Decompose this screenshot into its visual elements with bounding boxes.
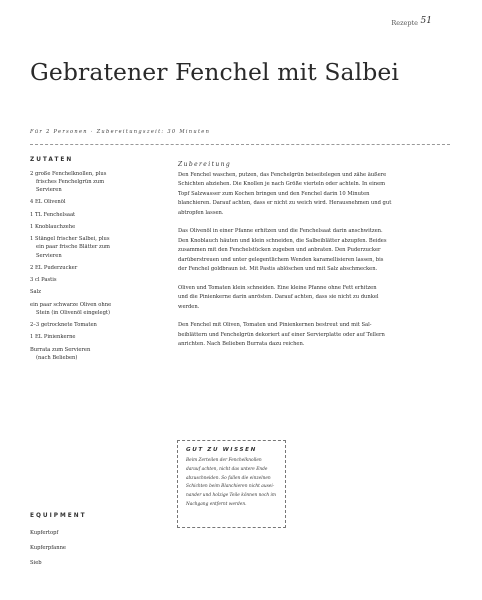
ingredient-item [30,333,142,341]
tip-line: nander und holzige Teile können noch im [186,493,276,499]
tip-line: Schichten beim Blanchieren nicht ausei- [186,484,275,490]
ingredient-line: 3 cl Pastis [30,277,57,284]
ingredient-line: 2–3 getrocknete Tomaten [30,322,97,328]
equipment-item: Kupfertopf [30,530,59,536]
ingredient-item [30,223,142,231]
section-label: Rezepte [391,19,418,27]
preparation-line: Topf Salzwasser zum Kochen bringen und den Fenchel darin 10 Minuten [178,190,370,197]
preparation-line: Oliven und Tomaten klein schneiden. Eine kleine Pfanne ohne Fett erhitzen [178,284,377,291]
ingredient-line: Servieren [36,252,62,259]
tip-line: abzuschneiden. So fallen die einzelnen [186,475,271,481]
preparation-line: anrichten. Nach Belieben Burrata dazu reichen. [178,341,305,348]
ingredient-item [30,170,142,194]
preparation-paragraph [178,284,438,312]
ingredient-line: ein paar frische Blätter zum [36,244,110,251]
ingredient-line: ein paar schwarze Oliven ohne [30,301,112,308]
preparation-paragraph [178,171,438,218]
preparation-line: beiblättern und Fenchelgrün dekoriert auf einer Servierplatte oder auf Tellern [178,331,385,338]
ingredient-line: 1 Knoblauchzehe [30,224,76,231]
ingredient-item [30,346,142,362]
tip-line: Nachgang entfernt werden. [186,501,247,507]
tip-box [177,440,286,528]
ingredient-item [30,211,142,219]
preparation-line: und die Pinienkerne darin anrösten. Darauf achten, dass sie nicht zu dunkel [178,294,379,301]
ingredients-list [30,170,142,366]
ingredient-item [30,198,142,206]
equipment-item: Sieb [30,560,42,566]
preparation-line: blanchieren. Darauf achten, dass er nicht zu weich wird. Herausnehmen und gut [178,200,392,207]
preparation-line: zusammen mit den Fenchelstücken zugeben und anbraten. Den Puderzucker [178,247,381,254]
ingredient-line: 2 EL Puderzucker [30,264,78,271]
ingredient-line: 2 große Fenchelknollen, plus [30,171,107,177]
preparation-line: Schichten abziehen. Die Knollen je nach Größe vierteln oder achteln. In einem [178,181,386,188]
tip-line: Beim Zerteilen der Fenchelknollen [186,458,262,463]
tip-text [186,457,282,510]
dashed-divider [30,144,450,145]
ingredient-item [30,235,142,259]
preparation-line: Den Fenchel mit Oliven, Tomaten und Pinienkernen bestreut und mit Sal- [178,322,372,329]
ingredient-line: 4 EL Olivenöl [30,199,66,206]
preparation-paragraph [178,321,438,349]
ingredients-heading: ZUTATEN [30,157,74,163]
ingredient-line: Servieren [36,187,62,194]
ingredient-line: frisches Fenchelgrün zum [36,179,105,186]
preparation-heading: Zubereitung [178,161,232,168]
equipment-heading: EQUIPMENT [30,513,87,519]
equipment-list [30,529,66,574]
preparation-line: Den Knoblauch häuten und klein schneiden, die Salbeiblätter abzupfen. Beides [178,237,387,244]
ingredient-line: (nach Belieben) [36,354,78,361]
ingredient-item [30,264,142,272]
ingredient-line: 1 EL Pinienkerne [30,334,76,341]
preparation-line: werden. [178,303,200,310]
ingredient-line: 1 TL Fenchelsaat [30,211,76,218]
ingredient-line: 1 Stängel frischer Salbei, plus [30,236,110,243]
preparation-line: abtropfen lassen. [178,209,224,216]
ingredient-line: Stein (in Olivenöl eingelegt) [36,309,110,316]
tip-line: darauf achten, nicht das untere Ende [186,466,268,472]
ingredient-line: Salz [30,289,42,296]
preparation-line: der Fenchel goldbraun ist. Mit Pastis ablöschen und mit Salz abschmecken. [178,266,378,273]
ingredient-item [30,321,142,329]
preparation-text [178,171,438,359]
ingredient-item [30,301,142,317]
preparation-paragraph [178,227,438,274]
ingredient-line: Burrata zum Servieren [30,346,91,353]
equipment-item: Kupferpfanne [30,545,66,551]
preparation-line: Das Olivenöl in einer Pfanne erhitzen und die Fenchelsaat darin anschwitzen. [178,228,383,235]
preparation-line: darüberstreuen und unter gelegentlichem Wenden karamellisieren lassen, bis [178,256,384,263]
ingredient-item [30,288,142,296]
preparation-line: Den Fenchel waschen, putzen, das Fenchelgrün beiseitelegen und zähe äußere [178,172,387,178]
recipe-title: Gebratener Fenchel mit Salbei [30,58,400,86]
page-number: 51 [420,16,432,26]
ingredient-item [30,276,142,284]
servings-and-time: Für 2 Personen · Zubereitungszeit: 30 Minuten [30,129,211,135]
tip-heading: GUT ZU WISSEN [186,447,257,453]
